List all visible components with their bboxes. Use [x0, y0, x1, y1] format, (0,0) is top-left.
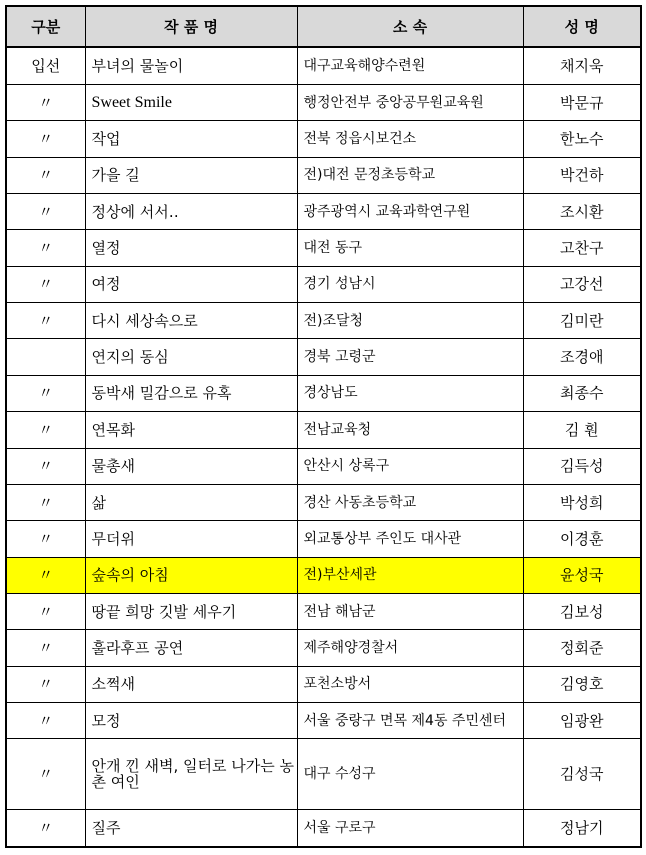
cell-affiliation: 대구교육해양수련원 — [297, 47, 523, 84]
cell-affiliation: 경북 고령군 — [297, 339, 523, 375]
cell-affiliation: 전)조달청 — [297, 303, 523, 339]
cell-title: 연목화 — [85, 412, 297, 448]
table-row — [6, 593, 641, 629]
cell-name: 정남기 — [523, 809, 641, 847]
cell-category: 〃 — [6, 375, 85, 411]
table-row — [6, 266, 641, 302]
cell-category — [6, 339, 85, 375]
header-title: 작 품 명 — [85, 6, 297, 47]
cell-title: 무더위 — [85, 521, 297, 557]
cell-name: 채지욱 — [523, 47, 641, 84]
cell-category: 입선 — [6, 47, 85, 84]
cell-title: 소쩍새 — [85, 666, 297, 702]
cell-title: 연지의 동심 — [85, 339, 297, 375]
table-row — [6, 412, 641, 448]
cell-title: 정상에 서서‥ — [85, 194, 297, 230]
cell-title: 가을 길 — [85, 157, 297, 193]
header-affiliation: 소 속 — [297, 6, 523, 47]
cell-name: 고강선 — [523, 266, 641, 302]
cell-title: 삶 — [85, 484, 297, 520]
cell-category: 〃 — [6, 448, 85, 484]
cell-name: 김미란 — [523, 303, 641, 339]
table-row — [6, 194, 641, 230]
cell-category: 〃 — [6, 230, 85, 266]
cell-name: 고찬구 — [523, 230, 641, 266]
cell-title: 물총새 — [85, 448, 297, 484]
table-row — [6, 484, 641, 520]
cell-category: 〃 — [6, 809, 85, 847]
table-row — [6, 448, 641, 484]
cell-name: 박문규 — [523, 84, 641, 120]
table-row — [6, 630, 641, 666]
cell-name: 조시환 — [523, 194, 641, 230]
cell-affiliation: 서울 구로구 — [297, 809, 523, 847]
cell-affiliation: 전)대전 문정초등학교 — [297, 157, 523, 193]
cell-name: 최종수 — [523, 375, 641, 411]
cell-name: 조경애 — [523, 339, 641, 375]
cell-name: 김성국 — [523, 739, 641, 810]
table-body — [6, 47, 641, 847]
cell-category: 〃 — [6, 666, 85, 702]
cell-name: 한노수 — [523, 121, 641, 157]
cell-affiliation: 전남교육청 — [297, 412, 523, 448]
awards-table — [5, 5, 642, 848]
cell-affiliation: 대구 수성구 — [297, 739, 523, 810]
table-row — [6, 84, 641, 120]
cell-name: 임광완 — [523, 703, 641, 739]
table-row — [6, 375, 641, 411]
cell-affiliation: 전남 해남군 — [297, 593, 523, 629]
table-row — [6, 557, 641, 593]
cell-title: 열정 — [85, 230, 297, 266]
cell-title: Sweet Smile — [85, 84, 297, 120]
cell-category: 〃 — [6, 121, 85, 157]
cell-category: 〃 — [6, 739, 85, 810]
cell-affiliation: 경상남도 — [297, 375, 523, 411]
cell-affiliation: 외교통상부 주인도 대사관 — [297, 521, 523, 557]
header-name: 성 명 — [523, 6, 641, 47]
cell-name: 박성희 — [523, 484, 641, 520]
cell-title: 작업 — [85, 121, 297, 157]
cell-title: 여정 — [85, 266, 297, 302]
cell-name: 김보성 — [523, 593, 641, 629]
cell-name: 김영호 — [523, 666, 641, 702]
cell-name: 김득성 — [523, 448, 641, 484]
cell-category: 〃 — [6, 557, 85, 593]
cell-category: 〃 — [6, 84, 85, 120]
cell-title: 모정 — [85, 703, 297, 739]
cell-category: 〃 — [6, 266, 85, 302]
cell-affiliation: 경기 성남시 — [297, 266, 523, 302]
cell-affiliation: 제주해양경찰서 — [297, 630, 523, 666]
cell-category: 〃 — [6, 630, 85, 666]
cell-name: 김 훤 — [523, 412, 641, 448]
cell-title: 안개 낀 새벽, 일터로 나가는 농촌 여인 — [85, 739, 297, 810]
cell-affiliation: 행정안전부 중앙공무원교육원 — [297, 84, 523, 120]
table-row — [6, 121, 641, 157]
cell-title: 다시 세상속으로 — [85, 303, 297, 339]
cell-category: 〃 — [6, 593, 85, 629]
table-row — [6, 303, 641, 339]
cell-affiliation: 안산시 상록구 — [297, 448, 523, 484]
cell-name: 박건하 — [523, 157, 641, 193]
cell-category: 〃 — [6, 157, 85, 193]
cell-affiliation: 대전 동구 — [297, 230, 523, 266]
cell-affiliation: 광주광역시 교육과학연구원 — [297, 194, 523, 230]
cell-name: 이경훈 — [523, 521, 641, 557]
cell-affiliation: 서울 중랑구 면목 제4동 주민센터 — [297, 703, 523, 739]
cell-title: 숲속의 아침 — [85, 557, 297, 593]
table-row — [6, 666, 641, 702]
cell-affiliation: 경산 사동초등학교 — [297, 484, 523, 520]
cell-category: 〃 — [6, 521, 85, 557]
cell-affiliation: 전)부산세관 — [297, 557, 523, 593]
cell-category: 〃 — [6, 703, 85, 739]
cell-category: 〃 — [6, 194, 85, 230]
cell-title: 질주 — [85, 809, 297, 847]
table-row — [6, 521, 641, 557]
cell-name: 윤성국 — [523, 557, 641, 593]
cell-title: 동박새 밀감으로 유혹 — [85, 375, 297, 411]
table-row — [6, 809, 641, 847]
table-row — [6, 47, 641, 84]
cell-affiliation: 전북 정읍시보건소 — [297, 121, 523, 157]
table-row — [6, 339, 641, 375]
cell-name: 정회준 — [523, 630, 641, 666]
header-category: 구분 — [6, 6, 85, 47]
cell-title: 부녀의 물놀이 — [85, 47, 297, 84]
cell-category: 〃 — [6, 484, 85, 520]
table-row — [6, 230, 641, 266]
cell-category: 〃 — [6, 303, 85, 339]
table-row — [6, 739, 641, 810]
cell-category: 〃 — [6, 412, 85, 448]
header-row — [6, 6, 641, 47]
cell-affiliation: 포천소방서 — [297, 666, 523, 702]
table-row — [6, 703, 641, 739]
cell-title: 땅끝 희망 깃발 세우기 — [85, 593, 297, 629]
cell-title: 훌라후프 공연 — [85, 630, 297, 666]
table-row — [6, 157, 641, 193]
